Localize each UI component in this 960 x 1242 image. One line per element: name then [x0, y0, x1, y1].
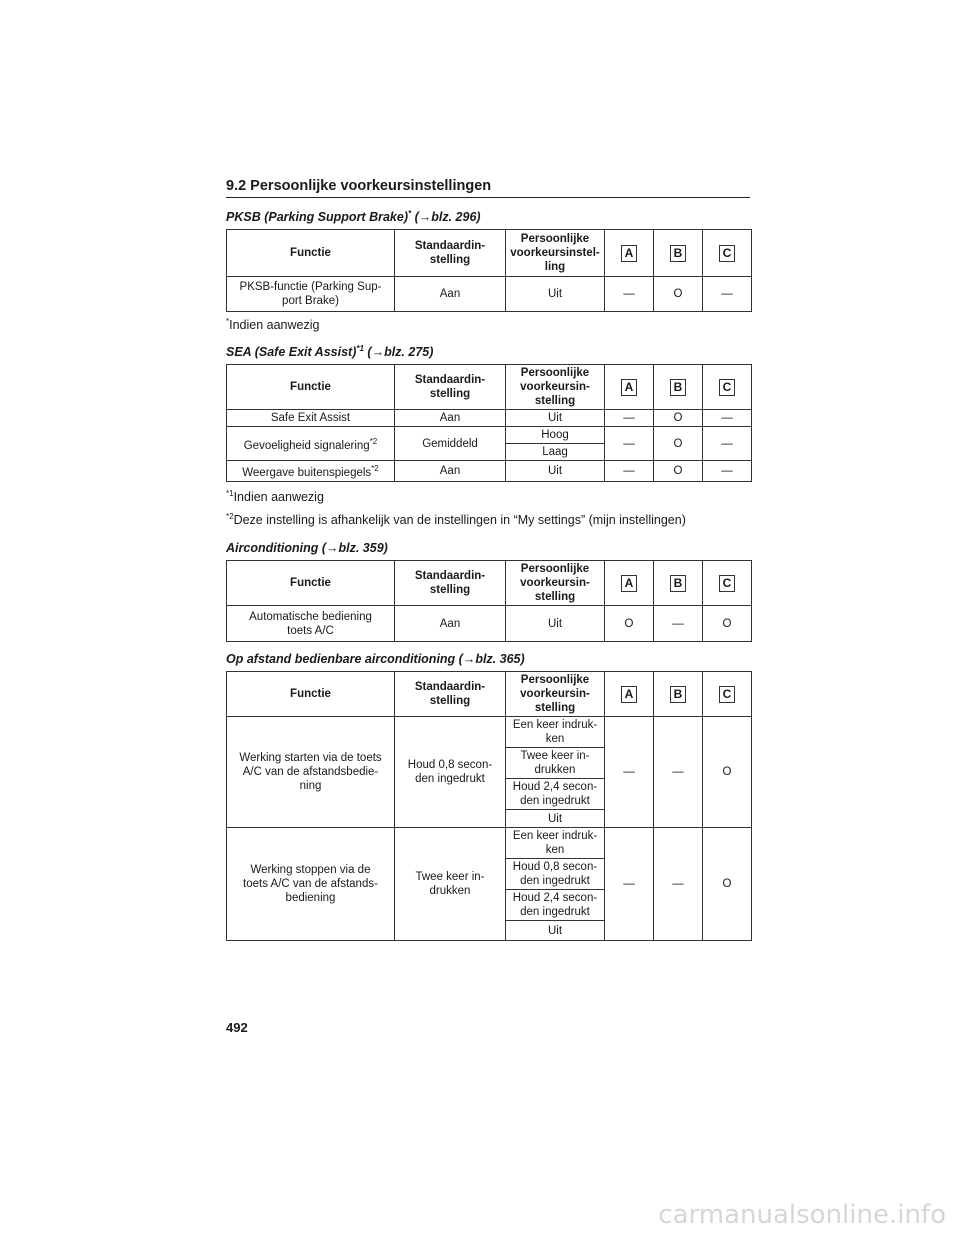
cell-persoonlijk-option: Houd 2,4 secon- den ingedrukt — [506, 890, 605, 921]
table-sea — [226, 364, 752, 482]
cell-a: — — [605, 427, 654, 461]
footnote-text: Indien aanwezig — [229, 318, 320, 333]
cell-c: O — [703, 717, 752, 828]
cell-functie-text: Gevoeligheid signalering — [243, 439, 370, 452]
cell-standaard: Aan — [395, 461, 506, 482]
footnote-marker: *1 — [356, 344, 364, 353]
page-reference: (→blz. 365) — [455, 652, 525, 666]
cell-functie: Safe Exit Assist — [227, 410, 395, 427]
header-standaard: Standaardin- stelling — [395, 230, 506, 277]
header-col-a — [605, 230, 654, 277]
header-functie: Functie — [227, 365, 395, 410]
table-header-row — [227, 561, 752, 606]
cell-persoonlijk: Uit — [506, 410, 605, 427]
footnote-sea-2 — [226, 512, 686, 527]
header-persoonlijk: Persoonlijke voorkeursinstel- ling — [506, 230, 605, 277]
col-b-icon: B — [670, 379, 686, 396]
table-header-row — [227, 365, 752, 410]
table-row — [227, 828, 752, 859]
page-reference: (→blz. 275) — [363, 345, 434, 360]
header-col-b — [654, 365, 703, 410]
table-row — [227, 410, 752, 427]
table-remote-airco — [226, 671, 752, 941]
page-header: 9.2 Persoonlijke voorkeursinstellingen — [226, 178, 750, 198]
cell-persoonlijk: Uit — [506, 606, 605, 642]
header-col-a — [605, 672, 654, 717]
cell-standaard: Aan — [395, 277, 506, 312]
cell-functie: Werking stoppen via de toets A/C van de afstands- bediening — [227, 828, 395, 941]
cell-persoonlijk-option: Twee keer in- drukken — [506, 748, 605, 779]
table-airco — [226, 560, 752, 642]
cell-persoonlijk-option: Een keer indruk- ken — [506, 717, 605, 748]
footnote-text: Indien aanwezig — [233, 490, 324, 505]
cell-persoonlijk-option: Uit — [506, 921, 605, 941]
col-a-icon: A — [621, 686, 637, 703]
cell-functie: Automatische bediening toets A/C — [227, 606, 395, 642]
cell-standaard: Aan — [395, 410, 506, 427]
cell-functie-text: Weergave buitenspiegels — [242, 466, 372, 479]
header-col-a — [605, 561, 654, 606]
header-functie: Functie — [227, 672, 395, 717]
cell-persoonlijk-option: Houd 2,4 secon- den ingedrukt — [506, 779, 605, 810]
table-header-row — [227, 672, 752, 717]
page-reference: (→blz. 359) — [318, 541, 388, 555]
col-b-icon: B — [670, 575, 686, 592]
footnote-marker: *2 — [369, 436, 378, 446]
page-reference: (→blz. 296) — [411, 210, 481, 225]
cell-b: O — [654, 410, 703, 427]
watermark: carmanualsonline.info — [658, 1200, 946, 1230]
col-c-icon: C — [719, 575, 735, 592]
section-title-text: SEA (Safe Exit Assist) — [226, 345, 357, 360]
cell-b: — — [654, 717, 703, 828]
cell-c: — — [703, 277, 752, 312]
header-standaard: Standaardin- stelling — [395, 672, 506, 717]
table-row — [227, 717, 752, 748]
cell-functie: Werking starten via de toets A/C van de afstandsbedie- ning — [227, 717, 395, 828]
header-standaard: Standaardin- stelling — [395, 365, 506, 410]
cell-c: O — [703, 606, 752, 642]
footnote-text: Deze instelling is afhankelijk van de instellingen in “My settings” (mijn instellingen) — [233, 513, 686, 528]
header-persoonlijk: Persoonlijke voorkeursin- stelling — [506, 672, 605, 717]
section-title-text: Airconditioning — [226, 541, 319, 555]
header-col-c — [703, 561, 752, 606]
table-row — [227, 461, 752, 482]
header-functie: Functie — [227, 230, 395, 277]
table-row — [227, 606, 752, 642]
footnote-sea-1 — [226, 489, 324, 504]
header-col-c — [703, 230, 752, 277]
footnote-pksb — [226, 317, 319, 332]
header-persoonlijk: Persoonlijke voorkeursin- stelling — [506, 561, 605, 606]
cell-c: — — [703, 427, 752, 461]
footnote-marker: * — [407, 209, 412, 218]
header-col-c — [703, 672, 752, 717]
section-title-text: Op afstand bedienbare airconditioning — [226, 652, 456, 666]
section-title-remote-airco — [226, 652, 525, 666]
cell-a: — — [605, 828, 654, 941]
col-a-icon: A — [621, 575, 637, 592]
cell-persoonlijk: Uit — [506, 277, 605, 312]
footnote-marker: *2 — [371, 464, 379, 473]
col-c-icon: C — [719, 245, 735, 262]
cell-b: O — [654, 427, 703, 461]
col-a-icon: A — [621, 379, 637, 396]
header-col-b — [654, 672, 703, 717]
footnote-marker: *1 — [226, 489, 234, 498]
header-standaard: Standaardin- stelling — [395, 561, 506, 606]
section-title-pksb — [226, 209, 481, 224]
col-c-icon: C — [719, 379, 735, 396]
col-a-icon: A — [621, 245, 637, 262]
header-col-b — [654, 561, 703, 606]
footnote-marker: * — [226, 317, 230, 326]
cell-c: O — [703, 828, 752, 941]
page-number: 492 — [226, 1020, 248, 1035]
cell-persoonlijk-option: Houd 0,8 secon- den ingedrukt — [506, 859, 605, 890]
cell-persoonlijk-option: Uit — [506, 810, 605, 828]
cell-standaard: Gemiddeld — [395, 427, 506, 461]
header-col-b — [654, 230, 703, 277]
cell-b: O — [654, 277, 703, 312]
cell-functie — [227, 427, 395, 461]
cell-a: — — [605, 410, 654, 427]
cell-b: — — [654, 828, 703, 941]
cell-persoonlijk-option: Hoog — [506, 427, 605, 444]
col-b-icon: B — [670, 245, 686, 262]
cell-standaard: Aan — [395, 606, 506, 642]
cell-a: O — [605, 606, 654, 642]
cell-standaard: Twee keer in- drukken — [395, 828, 506, 941]
header-persoonlijk: Persoonlijke voorkeursin- stelling — [506, 365, 605, 410]
col-c-icon: C — [719, 686, 735, 703]
cell-standaard: Houd 0,8 secon- den ingedrukt — [395, 717, 506, 828]
cell-a: — — [605, 277, 654, 312]
cell-a: — — [605, 717, 654, 828]
header-functie: Functie — [227, 561, 395, 606]
section-title-text: PKSB (Parking Support Brake) — [226, 210, 408, 225]
cell-a: — — [605, 461, 654, 482]
cell-persoonlijk-option: Laag — [506, 444, 605, 461]
table-header-row — [227, 230, 752, 277]
cell-c: — — [703, 410, 752, 427]
cell-persoonlijk: Uit — [506, 461, 605, 482]
section-title-airco — [226, 541, 388, 555]
header-col-c — [703, 365, 752, 410]
section-title-sea — [226, 344, 433, 359]
table-row — [227, 277, 752, 312]
cell-functie — [227, 461, 395, 482]
cell-functie: PKSB-functie (Parking Sup- port Brake) — [227, 277, 395, 312]
cell-c: — — [703, 461, 752, 482]
cell-b: O — [654, 461, 703, 482]
cell-b: — — [654, 606, 703, 642]
table-row — [227, 427, 752, 444]
table-pksb — [226, 229, 752, 312]
col-b-icon: B — [670, 686, 686, 703]
footnote-marker: *2 — [226, 512, 234, 521]
header-col-a — [605, 365, 654, 410]
cell-persoonlijk-option: Een keer indruk- ken — [506, 828, 605, 859]
